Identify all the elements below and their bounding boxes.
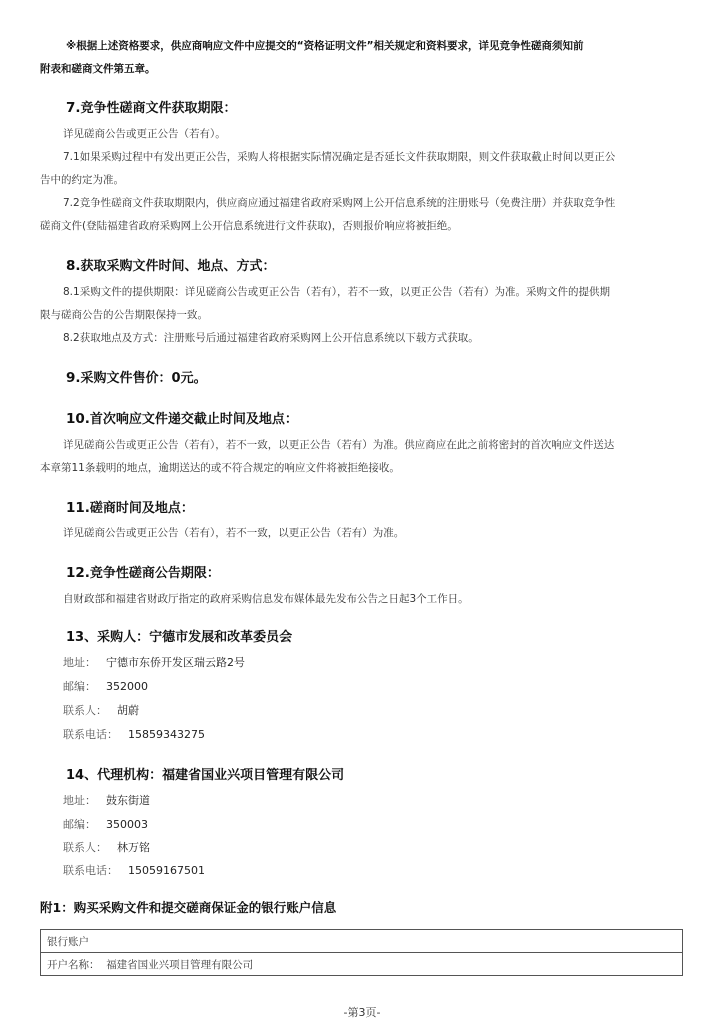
section-9-heading xyxy=(66,367,207,386)
section-8-number: 8. xyxy=(66,258,81,274)
agency-contact xyxy=(63,839,150,855)
purchaser-phone-value: 15859343275 xyxy=(128,728,205,741)
section-7-title: 竞争性磋商文件获取期限： xyxy=(80,101,237,116)
section-10-p1b: 本章第11条载明的地点，逾期送达的或不符合规定的响应文件将被拒绝接收。 xyxy=(40,462,400,474)
agency-address xyxy=(63,792,150,808)
agency-postcode-label: 邮编： xyxy=(63,818,96,831)
purchaser-address-label: 地址： xyxy=(63,656,96,669)
document-price: 0 xyxy=(171,371,181,386)
agency-address-label: 地址： xyxy=(63,794,96,807)
section-9-unit: 元。 xyxy=(180,371,207,386)
agency-postcode-value: 350003 xyxy=(106,818,148,831)
section-10-heading xyxy=(66,408,298,427)
section-11-title: 磋商时间及地点： xyxy=(89,501,194,516)
intro-line-1: ※根据上述资格要求，供应商响应文件中应提交的“资格证明文件”相关规定和资料要求，详见竞争性磋商须知前 xyxy=(66,40,584,52)
purchaser-contact-value: 胡蔚 xyxy=(117,704,139,717)
account-name-cell xyxy=(41,953,683,976)
section-7-p3b: 磋商文件(登陆福建省政府采购网上公开信息系统进行文件获取)，否则报价响应将被拒绝。 xyxy=(40,220,458,232)
section-12-heading xyxy=(66,562,220,581)
section-11-number: 11. xyxy=(66,500,90,516)
section-11-p1: 详见磋商公告或更正公告（若有），若不一致，以更正公告（若有）为准。 xyxy=(63,527,405,539)
table-row xyxy=(41,953,683,976)
agency-phone-label: 联系电话： xyxy=(63,864,118,877)
purchaser-contact-label: 联系人： xyxy=(63,704,107,717)
account-name-label: 开户名称： xyxy=(47,958,100,971)
agency-phone-value: 15059167501 xyxy=(128,864,205,877)
section-10-p1a: 详见磋商公告或更正公告（若有），若不一致，以更正公告（若有）为准。供应商应在此之前将密封的首次响应文件送达 xyxy=(63,439,615,451)
account-name-value: 福建省国业兴项目管理有限公司 xyxy=(106,958,254,971)
section-8-p1b: 限与磋商公告的公告期限保持一致。 xyxy=(40,309,208,321)
section-7-number: 7. xyxy=(66,100,81,116)
section-12-p1: 自财政部和福建省财政厅指定的政府采购信息发布媒体最先发布公告之日起3个工作日。 xyxy=(63,593,469,605)
section-8-p2: 8.2获取地点及方式：注册账号后通过福建省政府采购网上公开信息系统以下载方式获取。 xyxy=(63,332,479,344)
appendix-heading: 附1：购买采购文件和提交磋商保证金的银行账户信息 xyxy=(40,900,337,915)
section-7-heading xyxy=(66,97,237,116)
agency-contact-value: 林万铭 xyxy=(117,841,150,854)
bank-account-table xyxy=(40,929,683,976)
section-8-p1a: 8.1采购文件的提供期限：详见磋商公告或更正公告（若有），若不一致，以更正公告（若有）为准。采购文件的提供期 xyxy=(63,286,610,298)
section-7-p1: 详见磋商公告或更正公告（若有）。 xyxy=(63,128,226,140)
table-row xyxy=(41,930,683,953)
section-14-heading: 14、代理机构：福建省国业兴项目管理有限公司 xyxy=(66,768,345,783)
section-12-title: 竞争性磋商公告期限： xyxy=(89,566,220,581)
section-8-title: 获取采购文件时间、地点、方式： xyxy=(80,259,276,274)
agency-contact-label: 联系人： xyxy=(63,841,107,854)
section-7-p2b: 告中的约定为准。 xyxy=(40,174,124,186)
purchaser-postcode xyxy=(63,678,148,694)
section-8-heading xyxy=(66,255,276,274)
intro-line-2: 附表和磋商文件第五章。 xyxy=(40,63,156,75)
purchaser-phone-label: 联系电话： xyxy=(63,728,118,741)
agency-postcode xyxy=(63,816,148,832)
purchaser-phone xyxy=(63,726,205,742)
section-10-title: 首次响应文件递交截止时间及地点： xyxy=(89,412,298,427)
purchaser-contact xyxy=(63,702,139,718)
purchaser-postcode-label: 邮编： xyxy=(63,680,96,693)
section-10-number: 10. xyxy=(66,411,90,427)
section-11-heading xyxy=(66,497,194,516)
section-12-number: 12. xyxy=(66,565,90,581)
purchaser-postcode-value: 352000 xyxy=(106,680,148,693)
purchaser-address xyxy=(63,654,245,670)
section-9-number: 9. xyxy=(66,370,81,386)
agency-address-value: 鼓东街道 xyxy=(106,794,150,807)
agency-phone xyxy=(63,862,205,878)
section-7-p3a: 7.2竞争性磋商文件获取期限内，供应商应通过福建省政府采购网上公开信息系统的注册账号（免费注册）并获取竞争性 xyxy=(63,197,616,209)
page-number: -第3页- xyxy=(343,1006,381,1019)
section-9-title: 采购文件售价： xyxy=(80,371,172,386)
section-7-p2a: 7.1如果采购过程中有发出更正公告，采购人将根据实际情况确定是否延长文件获取期限，则文件获取截止时间以更正公 xyxy=(63,151,616,163)
bank-account-header: 银行账户 xyxy=(41,930,683,953)
section-13-heading: 13、采购人：宁德市发展和改革委员会 xyxy=(66,630,293,645)
purchaser-address-value: 宁德市东侨开发区瑞云路2号 xyxy=(106,656,245,669)
